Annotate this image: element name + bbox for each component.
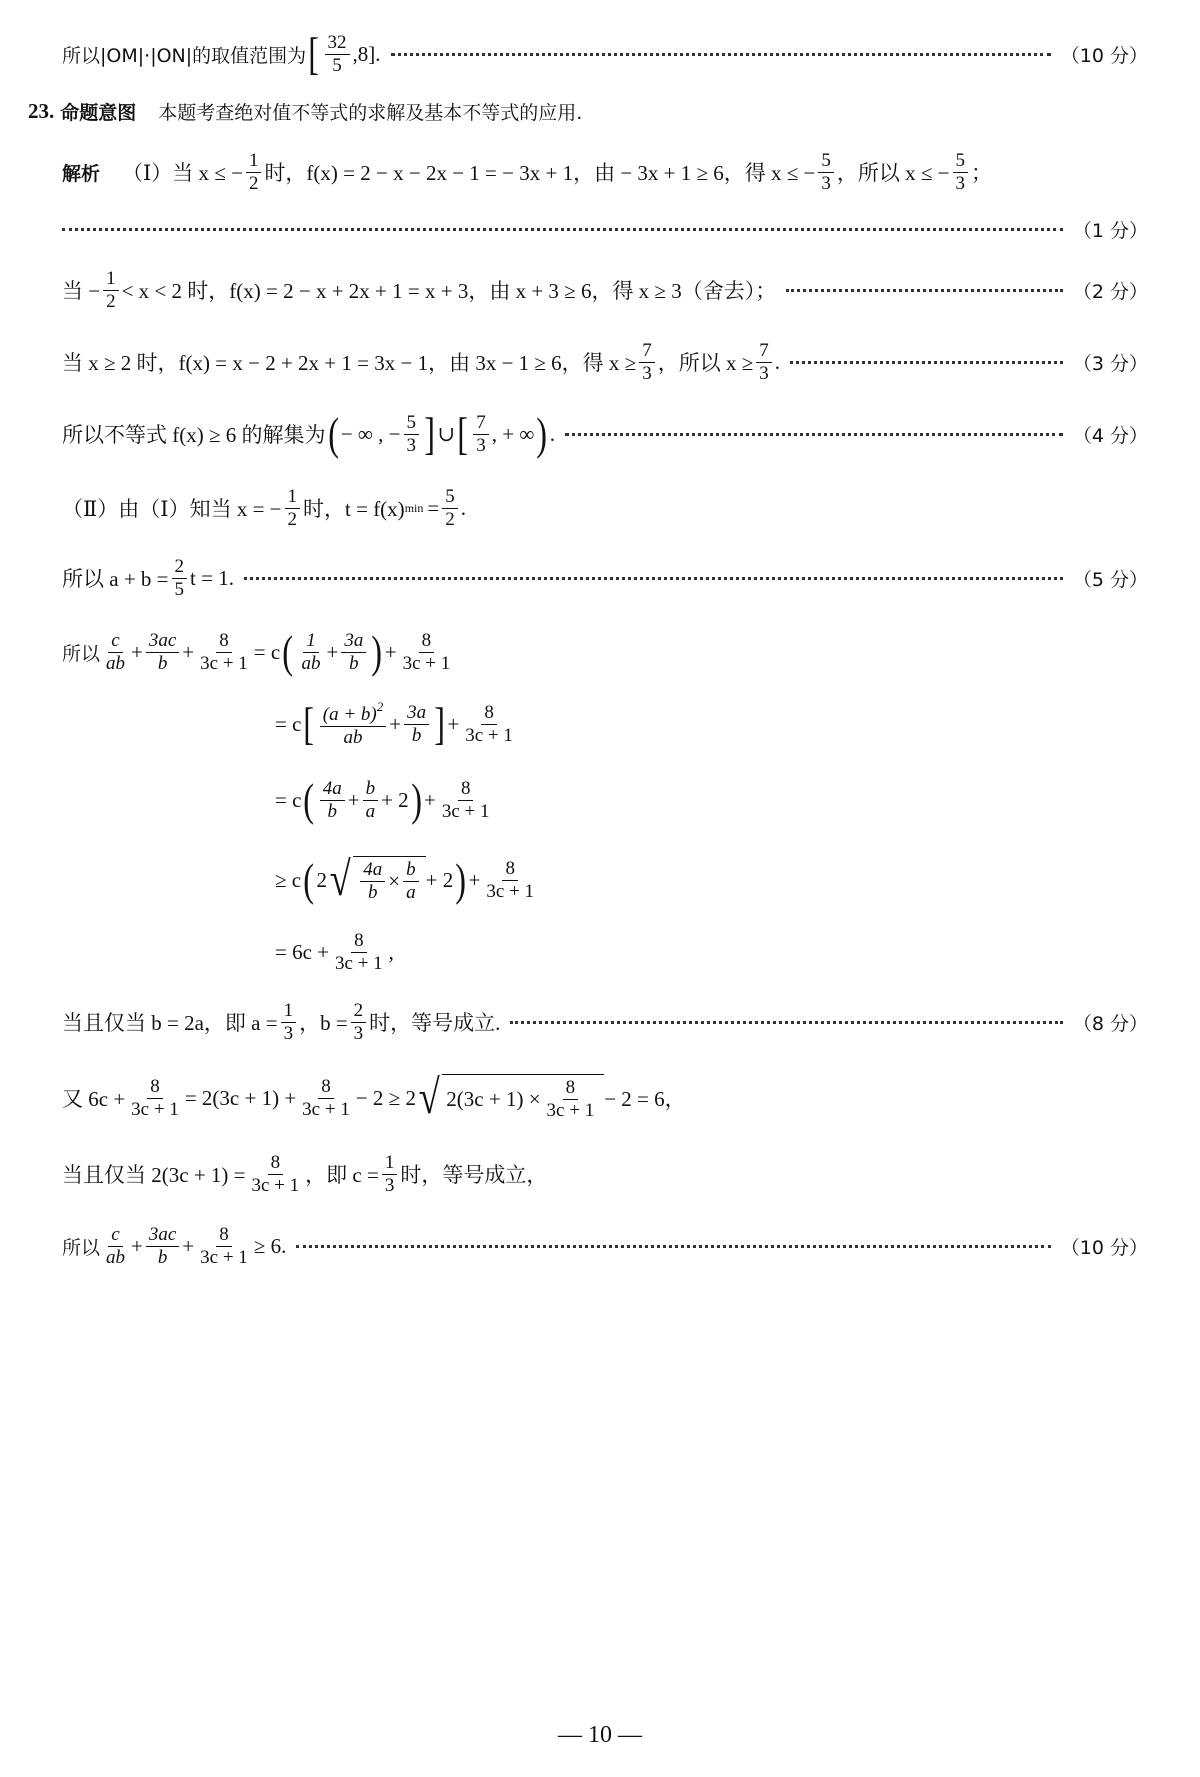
text: 又 6c + xyxy=(62,1087,126,1111)
text: ,8]. xyxy=(352,41,381,66)
numerator: 3ac xyxy=(146,630,179,653)
fraction xyxy=(299,630,324,675)
numerator: 7 xyxy=(639,340,655,363)
left-paren: ( xyxy=(282,626,294,677)
fraction xyxy=(320,700,386,749)
text: 当 − xyxy=(62,279,101,303)
text: ≥ c xyxy=(275,867,302,892)
a-plus-b-line xyxy=(62,552,1148,604)
denominator: 3 xyxy=(955,172,966,194)
text: 时，f(x) = 2 − x − 2x − 1 = − 3x + 1，由 − 3x + 1 ≥ 6，得 x ≤ − xyxy=(264,161,816,185)
fraction xyxy=(953,150,969,195)
text: 时，等号成立. xyxy=(369,1011,501,1035)
fraction xyxy=(103,1224,128,1269)
numerator: 8 xyxy=(318,1076,334,1099)
numerator: 4a xyxy=(320,778,345,801)
heading-label: 命题意图 xyxy=(60,101,137,124)
derivation-line-1 xyxy=(62,624,1148,680)
fraction xyxy=(246,150,262,195)
numerator: 2 xyxy=(172,556,188,579)
fraction xyxy=(341,630,366,675)
fraction xyxy=(325,32,350,77)
denominator: ab xyxy=(106,652,126,674)
operator: + xyxy=(182,639,195,664)
text: = c xyxy=(275,787,302,812)
operator: + xyxy=(131,639,143,664)
fraction xyxy=(442,486,458,531)
operator: + xyxy=(131,1233,143,1258)
denominator: ab xyxy=(301,652,321,674)
numerator xyxy=(320,700,386,727)
text: 时，等号成立， xyxy=(400,1163,548,1187)
denominator: b xyxy=(327,800,337,822)
denominator: 3 xyxy=(642,362,652,384)
denominator: 3c + 1 xyxy=(131,1098,179,1120)
denominator: 3c + 1 xyxy=(302,1098,350,1120)
denominator: 3c + 1 xyxy=(200,652,248,674)
numerator: 8 xyxy=(216,630,232,653)
fraction xyxy=(285,486,301,531)
dot-leader xyxy=(62,228,1063,231)
numerator: 3ac xyxy=(146,1224,179,1247)
denominator: b xyxy=(157,1246,168,1268)
left-paren: ( xyxy=(327,408,339,459)
denominator: a xyxy=(406,882,416,903)
heading-text: 本题考查绝对值不等式的求解及基本不等式的应用. xyxy=(158,101,583,124)
fraction xyxy=(544,1077,598,1122)
right-paren: ) xyxy=(410,774,422,825)
fraction xyxy=(363,778,379,823)
text: 所以 xyxy=(62,642,101,665)
fraction xyxy=(473,412,489,457)
text: = c xyxy=(253,639,281,664)
text: . xyxy=(774,349,780,374)
operator: + xyxy=(447,711,460,736)
question-number: 23. xyxy=(28,98,55,123)
denominator: 3 xyxy=(406,434,417,456)
fraction xyxy=(404,702,429,747)
numerator: 1 xyxy=(103,268,119,291)
derivation-line-5 xyxy=(275,924,1148,980)
fraction xyxy=(146,1224,179,1269)
subscript: min xyxy=(404,500,424,515)
text: 当且仅当 b = 2a，即 a = xyxy=(62,1011,278,1035)
text: − 2 = 6， xyxy=(604,1087,686,1111)
right-bracket: ] xyxy=(434,698,446,749)
fraction xyxy=(439,778,493,823)
score-label: （5 分） xyxy=(1072,568,1148,591)
fraction xyxy=(404,412,420,457)
denominator: 3 xyxy=(476,434,486,456)
text: ，所以 x ≥ xyxy=(657,351,754,375)
left-paren: ( xyxy=(303,854,315,905)
text: ，即 c = xyxy=(305,1163,379,1187)
denominator: 2 xyxy=(287,508,298,530)
score-label: （1 分） xyxy=(1072,219,1148,242)
operator: + xyxy=(182,1233,195,1258)
page-number: — 10 — xyxy=(558,1722,642,1748)
square-root xyxy=(416,1071,604,1124)
final-conclusion-line xyxy=(62,1218,1148,1274)
numerator: 8 xyxy=(419,630,435,653)
part-1-case-3-line xyxy=(62,336,1148,388)
denominator: 3 xyxy=(821,172,831,194)
denominator: 2 xyxy=(248,172,259,194)
fraction xyxy=(400,630,454,675)
fraction xyxy=(382,1152,398,1197)
fraction xyxy=(103,268,119,313)
numerator: 3a xyxy=(404,702,429,725)
part-2-intro-line xyxy=(62,482,1148,534)
denominator: b xyxy=(157,652,168,674)
fraction xyxy=(360,859,385,904)
score-label: （3 分） xyxy=(1072,352,1148,375)
fraction xyxy=(462,702,516,747)
denominator: 3c + 1 xyxy=(546,1100,595,1121)
numerator: 7 xyxy=(756,340,772,363)
text: 当且仅当 2(3c + 1) = xyxy=(62,1163,246,1187)
text: = 2(3c + 1) + xyxy=(184,1085,297,1110)
text: t = 1. xyxy=(190,565,234,590)
denominator: ab xyxy=(106,1246,126,1268)
dot-leader xyxy=(510,1021,1062,1024)
fraction xyxy=(756,340,772,385)
numerator: 1 xyxy=(285,486,301,509)
numerator: 5 xyxy=(442,486,458,509)
denominator: 3c + 1 xyxy=(251,1174,300,1196)
fraction xyxy=(299,1076,353,1121)
right-paren: ) xyxy=(536,408,548,459)
right-paren: ) xyxy=(371,626,383,677)
equality-condition-line-1 xyxy=(62,996,1148,1048)
text: . xyxy=(460,495,466,520)
solution-set-line xyxy=(62,408,1148,460)
denominator: 2 xyxy=(445,508,455,530)
text: < x < 2 时，f(x) = 2 − x + 2x + 1 = x + 3，由 x + 3 ≥ 6，得 x ≥ 3（舍去）； xyxy=(121,279,777,303)
fraction xyxy=(351,1000,367,1045)
numerator: 5 xyxy=(953,150,969,173)
denominator: 3 xyxy=(759,362,769,384)
text: （Ⅰ）当 x ≤ − xyxy=(122,161,243,185)
text: = c xyxy=(275,711,302,736)
text: , xyxy=(388,939,394,964)
operator: + xyxy=(424,787,436,812)
range-conclusion-line xyxy=(62,28,1148,80)
numerator: 8 xyxy=(216,1224,232,1247)
numerator: 1 xyxy=(303,630,319,653)
text: ，b = xyxy=(299,1011,348,1035)
score-label: （10 分） xyxy=(1060,44,1148,67)
fraction xyxy=(320,778,345,823)
denominator: 3c + 1 xyxy=(335,952,383,974)
radical-sign-icon: √ xyxy=(329,853,351,906)
numerator: 1 xyxy=(246,150,262,173)
denominator: 3c + 1 xyxy=(486,880,535,902)
dot-leader xyxy=(391,53,1051,56)
denominator: 2 xyxy=(106,290,116,312)
radical-sign-icon: √ xyxy=(418,1071,440,1124)
denominator: b xyxy=(349,652,359,674)
equality-condition-line-2 xyxy=(62,1146,1148,1202)
text: 所以不等式 f(x) ≥ 6 的解集为 xyxy=(62,423,326,447)
denominator: 3c + 1 xyxy=(441,800,490,822)
fraction xyxy=(172,556,188,601)
numerator-text: (a + b) xyxy=(322,703,377,725)
derivation-line-2 xyxy=(275,696,1148,752)
denominator: 3 xyxy=(384,1174,395,1196)
denominator: 3 xyxy=(353,1022,364,1044)
numerator: 7 xyxy=(473,412,489,435)
denominator: 3c + 1 xyxy=(465,724,513,746)
text: 2 xyxy=(316,867,327,892)
derivation-line-3 xyxy=(275,772,1148,828)
text: 所以|OM|·|ON|的取值范围为 xyxy=(62,44,307,67)
numerator: 2 xyxy=(351,1000,367,1023)
left-bracket: [ xyxy=(457,408,468,459)
numerator: 1 xyxy=(382,1152,398,1175)
fraction xyxy=(103,630,128,675)
derivation-line-4 xyxy=(275,848,1148,912)
numerator: c xyxy=(108,630,122,653)
denominator: 3c + 1 xyxy=(200,1246,248,1268)
operator: + xyxy=(347,787,360,812)
part-1-case-1-line xyxy=(62,146,1148,198)
superscript: 2 xyxy=(376,698,384,714)
left-bracket: [ xyxy=(303,698,315,749)
fraction xyxy=(818,150,834,195)
numerator: 8 xyxy=(481,702,497,725)
score-leader-line xyxy=(62,214,1148,244)
fraction xyxy=(281,1000,297,1045)
dot-leader xyxy=(244,577,1063,580)
numerator: 8 xyxy=(458,778,474,801)
dot-leader xyxy=(790,361,1063,364)
operator: + xyxy=(326,639,339,664)
operator: + xyxy=(468,867,481,892)
radicand xyxy=(442,1074,604,1122)
fraction xyxy=(403,859,419,904)
question-23-heading xyxy=(28,96,1148,126)
numerator: 5 xyxy=(404,412,420,435)
operator: + xyxy=(389,711,402,736)
fraction xyxy=(146,630,179,675)
radicand xyxy=(353,856,425,904)
numerator: 8 xyxy=(351,930,367,953)
text: 2(3c + 1) × xyxy=(446,1087,541,1111)
second-inequality-line xyxy=(62,1066,1148,1130)
square-root xyxy=(327,853,426,906)
numerator: 3a xyxy=(341,630,366,653)
text: ≥ 6. xyxy=(253,1233,287,1258)
numerator: b xyxy=(363,778,379,801)
left-paren: ( xyxy=(303,774,315,825)
denominator: b xyxy=(368,882,378,903)
fraction xyxy=(197,1224,251,1269)
text: 所以 xyxy=(62,1236,101,1259)
denominator: b xyxy=(411,724,422,746)
numerator: 8 xyxy=(268,1152,284,1175)
text: − 2 ≥ 2 xyxy=(355,1085,416,1110)
text: , + ∞ xyxy=(491,421,535,446)
right-paren: ) xyxy=(455,854,467,905)
numerator: 8 xyxy=(502,858,518,881)
denominator: 5 xyxy=(332,54,342,76)
numerator: 8 xyxy=(563,1077,579,1100)
text: ，所以 x ≤ − xyxy=(836,161,950,185)
numerator: 8 xyxy=(147,1076,163,1099)
denominator: 5 xyxy=(174,578,185,600)
numerator: c xyxy=(108,1224,122,1247)
dot-leader xyxy=(296,1245,1050,1248)
numerator: 32 xyxy=(325,32,350,55)
text: = 6c + xyxy=(275,939,330,964)
numerator: 1 xyxy=(281,1000,297,1023)
fraction xyxy=(332,930,386,975)
score-label: （10 分） xyxy=(1060,1236,1148,1259)
dot-leader xyxy=(786,289,1063,292)
union-symbol: ∪ xyxy=(437,421,455,446)
text: 时，t = f(x) xyxy=(303,497,405,521)
operator: + xyxy=(384,639,397,664)
fraction xyxy=(197,630,251,675)
fraction xyxy=(639,340,655,385)
text: + 2 xyxy=(381,787,409,812)
text: − ∞ , − xyxy=(340,421,401,446)
text: 当 x ≥ 2 时，f(x) = x − 2 + 2x + 1 = 3x − 1，由 3x − 1 ≥ 6，得 x ≥ xyxy=(62,351,637,375)
denominator: ab xyxy=(343,726,363,748)
dot-leader xyxy=(565,433,1063,436)
text: . xyxy=(549,421,555,446)
text: ； xyxy=(971,161,993,185)
operator: × xyxy=(388,869,401,893)
numerator: b xyxy=(403,859,419,882)
analysis-label: 解析 xyxy=(62,162,101,185)
left-bracket: [ xyxy=(308,28,320,79)
denominator: 3c + 1 xyxy=(402,652,451,674)
text: （Ⅱ）由（Ⅰ）知当 x = − xyxy=(62,497,282,521)
fraction xyxy=(128,1076,182,1121)
fraction xyxy=(249,1152,303,1197)
score-label: （2 分） xyxy=(1072,280,1148,303)
score-label: （4 分） xyxy=(1072,424,1148,447)
fraction xyxy=(483,858,537,903)
denominator: 3 xyxy=(283,1022,294,1044)
text: 所以 a + b = xyxy=(62,567,169,591)
denominator: a xyxy=(365,800,376,822)
numerator: 5 xyxy=(818,150,834,173)
numerator: 4a xyxy=(360,859,385,882)
score-label: （8 分） xyxy=(1072,1012,1148,1035)
text: + 2 xyxy=(425,867,454,892)
right-bracket: ] xyxy=(424,408,436,459)
part-1-case-2-line xyxy=(62,264,1148,316)
text: = xyxy=(427,495,440,520)
